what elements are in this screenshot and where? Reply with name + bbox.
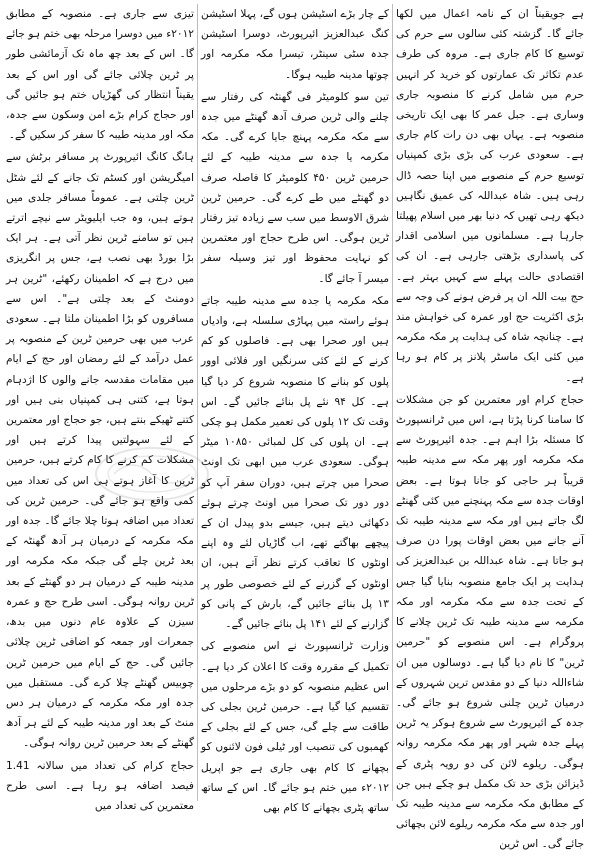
column-divider (197, 4, 198, 801)
paragraph: کے چار بڑے اسٹیشن ہوں گے، پہلا اسٹیشن کنگ عبدالعزیز ائیرپورٹ، دوسرا اسٹیشن جدہ سٹی سینٹر، تیسرا مکہ مکرمہ اور چوتھا مدینہ طیبہ ہوگا۔ (201, 8, 389, 81)
column-right (395, 4, 584, 851)
paragraph: ہانگ کانگ ائیرپورٹ پر مسافر برٹش سے امیگریشن اور کسٹم تک جانے کے لئے شٹل ٹرین چلتی ہے۔ عموماً مسافر جلدی میں ہوتے ہیں، وہ جب ایلیویٹر سے نیچے اترتے ہیں تو سامنے ٹرین نظر آتی ہے۔ ہر ایک بڑا بورڈ بھی نصب ہے، جس پر انگریزی میں درج ہے کہ اطمینان رکھئے، "ٹرین ہر دومنٹ کے بعد چلتی ہے"۔ اس سے مسافروں کو بڑا اطمینان ملتا ہے۔ سعودی عرب میں بھی حرمین ٹرین کے منصوبہ پر عمل درآمد کے لئے رمضان اور حج کے ایام میں مقامات مقدسہ جانے والوں کا اژدہام ہوتا ہے، کتنی ہی کمپنیاں بنی ہیں اور کتنے ٹھیکے بنتے ہیں، جو حجاج اور معتمرین کے لئے سہولتیں پیدا کرتے ہیں اور مشکلات کم کرنے کا کام کرتے ہیں، حرمین ٹرین کا آغاز ہوتے ہی اس کی تعداد میں کمی واقع ہو جائے گی۔ حرمین ٹرین کی تعداد میں اضافہ ہوتا چلا جائے گا۔ جدہ اور مکہ مکرمہ کے درمیان ہر آدھ گھنٹہ کے بعد ٹرین چلے گی جبکہ مکہ مکرمہ اور مدینہ طیبہ کے درمیان ہر دو گھنٹے کے بعد ٹرین روانہ ہوگی۔ اسی طرح حج و عمرہ سیزن کے علاوہ عام دنوں میں بدھ، جمعرات اور جمعہ کو اضافی ٹرین چلائی جائیں گی۔ حج کے ایام میں حرمین ٹرین چوبیس گھنٹے چلا کرے گی۔ مستقبل میں جدہ اور مکہ مکرمہ کے درمیان ہر دس منٹ کے بعد اور مدینہ طیبہ کے لئے ہر آدھ گھنٹے کے بعد حرمین ٹرین روانہ ہوگی۔ (6, 151, 194, 750)
column-left (6, 4, 194, 812)
column-middle (201, 4, 390, 814)
paragraph: تین سو کلومیٹر فی گھنٹہ کی رفتار سے چلنے والی ٹرین صرف آدھ گھنٹے میں جدہ سے مکہ مکرمہ پہنچ جایا کرے گی۔ مکہ مکرمہ یا جدہ سے مدینہ طیبہ کے لئے حرمین ٹرین ۴۵۰ کلومیٹر کا فاصلہ صرف دو گھنٹے میں طے کرے گی۔ حرمین ٹرین شرق الاوسط میں سب سے زیادہ تیز رفتار ٹرین ہوگی۔ اس طرح حجاج اور معتمرین کو نہایت محفوظ اور تیز وسیلہ سفر میسر آ جائے گا۔ (201, 90, 389, 285)
paragraph: ہے جویقیناً ان کے نامہ اعمال میں لکھا جائے گا۔ گزشتہ کئی سالوں سے حرم کی توسیع کا کام جاری ہے۔ مروہ کی طرف عدم تکاثر تک عمارتوں کو خرید کر انہیں حرم میں شامل کرنے کا منصوبہ جاری وساری ہے۔ جبل عمر کا بھی ایک تاریخی منصوبہ ہے۔ یہاں بھی دن رات کام جاری ہے۔ سعودی عرب کی بڑی بڑی کمپنیاں توسیع حرم کے منصوبے میں اپنا حصہ ڈال رہی ہیں۔ شاہ عبداللہ کی عمیق نگاہیں دیکھ رہی تھیں کہ دنیا بھر میں اسلام پھیلتا جارہا ہے۔ مسلمانوں میں اسلامی اقدار کی پاسداری بڑھتی جارہی ہے۔ ان کی اقتصادی حالت پہلے سے کہیں بہتر ہے۔ حج بیت اللہ ان پر فرض ہونے کی وجہ سے بڑی اکثریت حج اور عمرہ کی خواہش مند ہے۔ چنانچہ شاہ کی ہدایت پر مکہ مکرمہ میں کئی ایک ماسٹر پلانز پر کام ہو رہا ہے۔ (395, 8, 584, 384)
paragraph: حجاج کرام اور معتمرین کو جن مشکلات کا سامنا کرنا پڑتا ہے، اس میں ٹرانسپورٹ کا مسئلہ بڑا اہم ہے۔ جدہ ائیرپورٹ سے مکہ مکرمہ اور پھر مکہ سے مدینہ طیبہ قریباً ہر حاجی کو جانا ہوتا ہے۔ بعض اوقات جدہ سے مکہ پہنچنے میں کئی گھنٹے لگ جاتے ہیں اور مکہ سے مدینہ طیبہ تک آنے جانے میں بعض اوقات پورا دن صرف ہو جاتا ہے۔ شاہ عبداللہ بن عبدالعزیز کی ہدایت پر ایک جامع منصوبہ بنایا گیا جس کے تحت جدہ سے مکہ مکرمہ اور مکہ مکرمہ سے مدینہ طیبہ تک ٹرین چلانے کا پروگرام ہے۔ اس منصوبے کو "حرمین ٹرین" کا نام دیا گیا ہے۔ دوسالوں میں ان شاءاللہ دنیا کے دو مقدس ترین شہروں کے درمیان ٹرین چلنی شروع ہو جائے گی۔ جدہ کے ائیرپورٹ سے شروع ہوکر یہ ٹرین پہلے جدہ شہر اور پھر مکہ مکرمہ روانہ ہوگی۔ ریلوے لائن کی دو رویہ پٹری کے ڈیزائن بڑی حد تک مکمل ہو چکے ہیں جن کے مطابق مکہ مکرمہ سے مدینہ طیبہ تک اور جدہ سے مکہ مکرمہ ریلوے لائن بچھائی جائے گی۔ اس ٹرین (396, 393, 584, 851)
paragraph: مکہ مکرمہ یا جدہ سے مدینہ طیبہ جاتے ہوئے راستہ میں پہاڑی سلسلہ ہے، وادیاں ہیں اور صحرا بھی ہے۔ فاصلوں کو کم کرنے کے لئے کئی سرنگیں اور فلائی اوور پلوں کو بنانے کا منصوبہ شروع کر دیا گیا ہے۔ کل ۹۴ نئے پل بنائے جائیں گے۔ اس وقت تک ۱۲ پلوں کی تعمیر مکمل ہو چکی ہے۔ ان پلوں کی کل لمبائی ۱۰۸۵۰ میٹر ہوگی۔ سعودی عرب میں ابھی تک اونٹ صحرا میں چرتے ہیں، دوران سفر آپ کو دور دور تک صحرا میں اونٹ چرتے ہوئے دکھائی دیتے ہیں، جیسے بدو پیدل ان کے پیچھے بھاگتے تھے، اب گاڑیاں لئے وہ اپنے اونٹوں کا تعاقب کرتے نظر آتے ہیں، ان اونٹوں کے گزرنے کے لئے خصوصی طور پر ۱۳ پل بنائے جائیں گے، بارش کے پانی کو گزارنے کے لئے ۱۴۱ پل بنائے جائیں گے۔ (201, 294, 390, 631)
column-divider (392, 4, 393, 801)
paragraph: تیزی سے جاری ہے۔ منصوبہ کے مطابق ۲۰۱۲ء میں دوسرا مرحلہ بھی ختم ہو جائے گا۔ اس کے بعد چھ ماہ تک آزمائشی طور پر ٹرین چلائی جائے گی اور اس کے بعد یقیناً انتظار کی گھڑیاں ختم ہو جائیں گی اور حجاج کرام بڑے امن وسکون سے جدہ، مکہ اور مدینہ طیبہ کا سفر کر سکیں گے۔ (6, 8, 194, 142)
paragraph: حجاج کرام کی تعداد میں سالانہ 1.41 فیصد اضافہ ہو رہا ہے۔ اسی طرح معتمرین کی تعداد میں (6, 759, 194, 812)
paragraph: وزارت ٹرانسپورٹ نے اس منصوبے کی تکمیل کے مقررہ وقت کا اعلان کر دیا ہے۔ اس عظیم منصوبہ کو دو بڑے مرحلوں میں تقسیم کیا گیا ہے۔ حرمین ٹرین بجلی کی طاقت سے چلے گی، جس کے لئے بجلی کے کھمبوں کی تنصیب اور ٹیلی فون لائنوں کو بچھانے کا کام بھی جاری ہے جو اپریل ۲۰۱۲ء میں ختم ہو جائے گا۔ اس کے ساتھ ساتھ پٹری بچھانے کا کام بھی (201, 640, 389, 814)
text-columns (6, 4, 584, 851)
